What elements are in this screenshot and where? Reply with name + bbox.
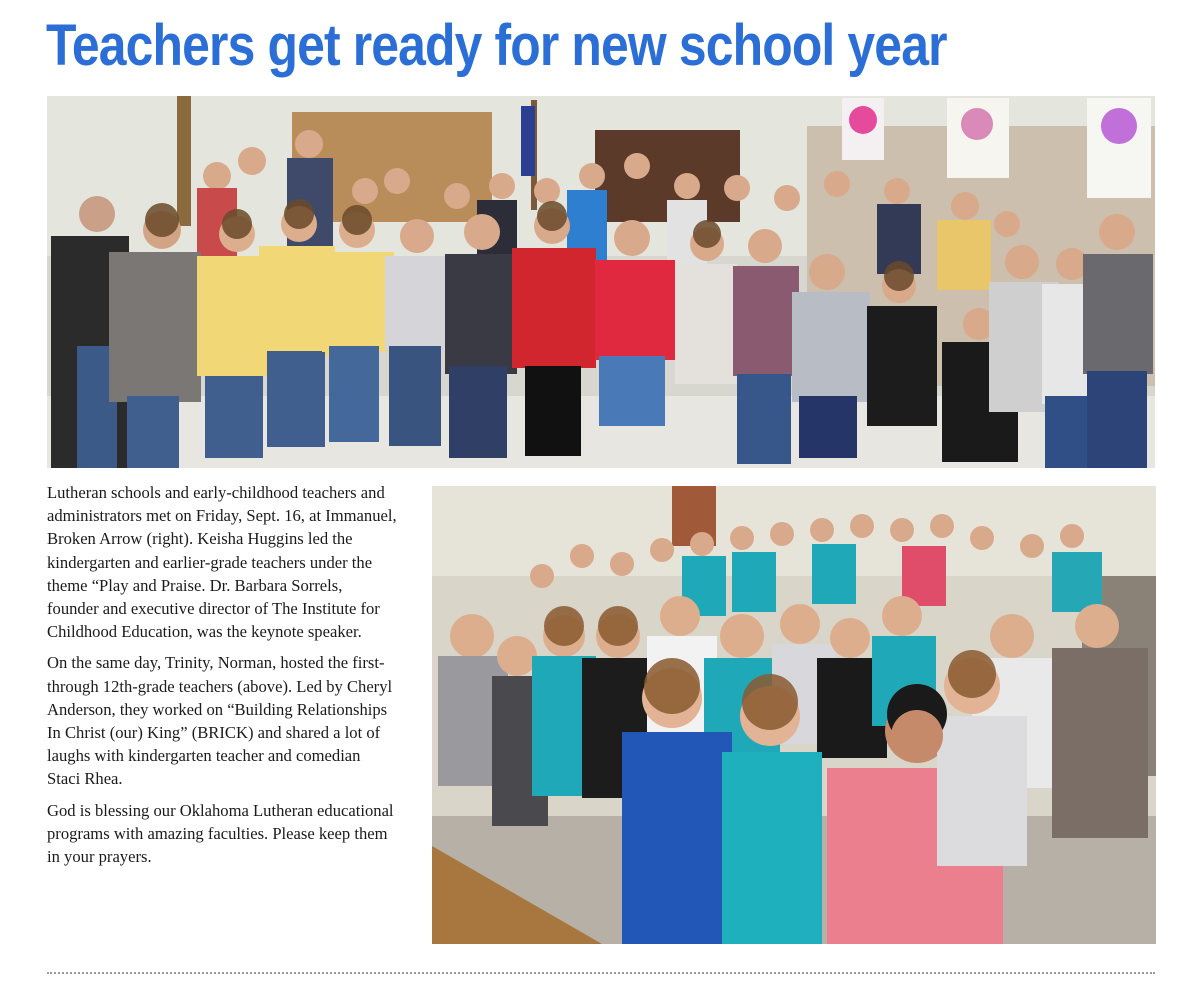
group-photo-bottom (432, 486, 1156, 944)
bottom-dotted-rule (47, 972, 1155, 974)
article-body (47, 481, 397, 876)
group-photo-top (47, 96, 1155, 468)
group-photo-bottom-image (432, 486, 1156, 944)
headline: Teachers get ready for new school year (46, 13, 947, 78)
paragraph-1: Lutheran schools and early-childhood teachers and administrators met on Friday, Sept. 16, at Immanuel, Broken Arrow (right). Keisha Huggins led the kindergarten and earlier-grade teachers under the theme “Play and Praise. Dr. Barbara Sorrels, founder and executive director of The Institute for Childhood Education, was the keynote speaker. (47, 483, 397, 642)
group-photo-top-image (47, 96, 1155, 468)
paragraph-3: God is blessing our Oklahoma Lutheran educational programs with amazing faculties. Please keep them in your prayers. (47, 800, 394, 867)
paragraph-2: On the same day, Trinity, Norman, hosted the first- through 12th-grade teachers (above). Led by Cheryl Anderson, they worked on “Building Relationships In Christ (our) King” (BRICK) and shared a lot of laughs with kindergarten teacher and comedian Staci Rhea. (47, 653, 393, 789)
